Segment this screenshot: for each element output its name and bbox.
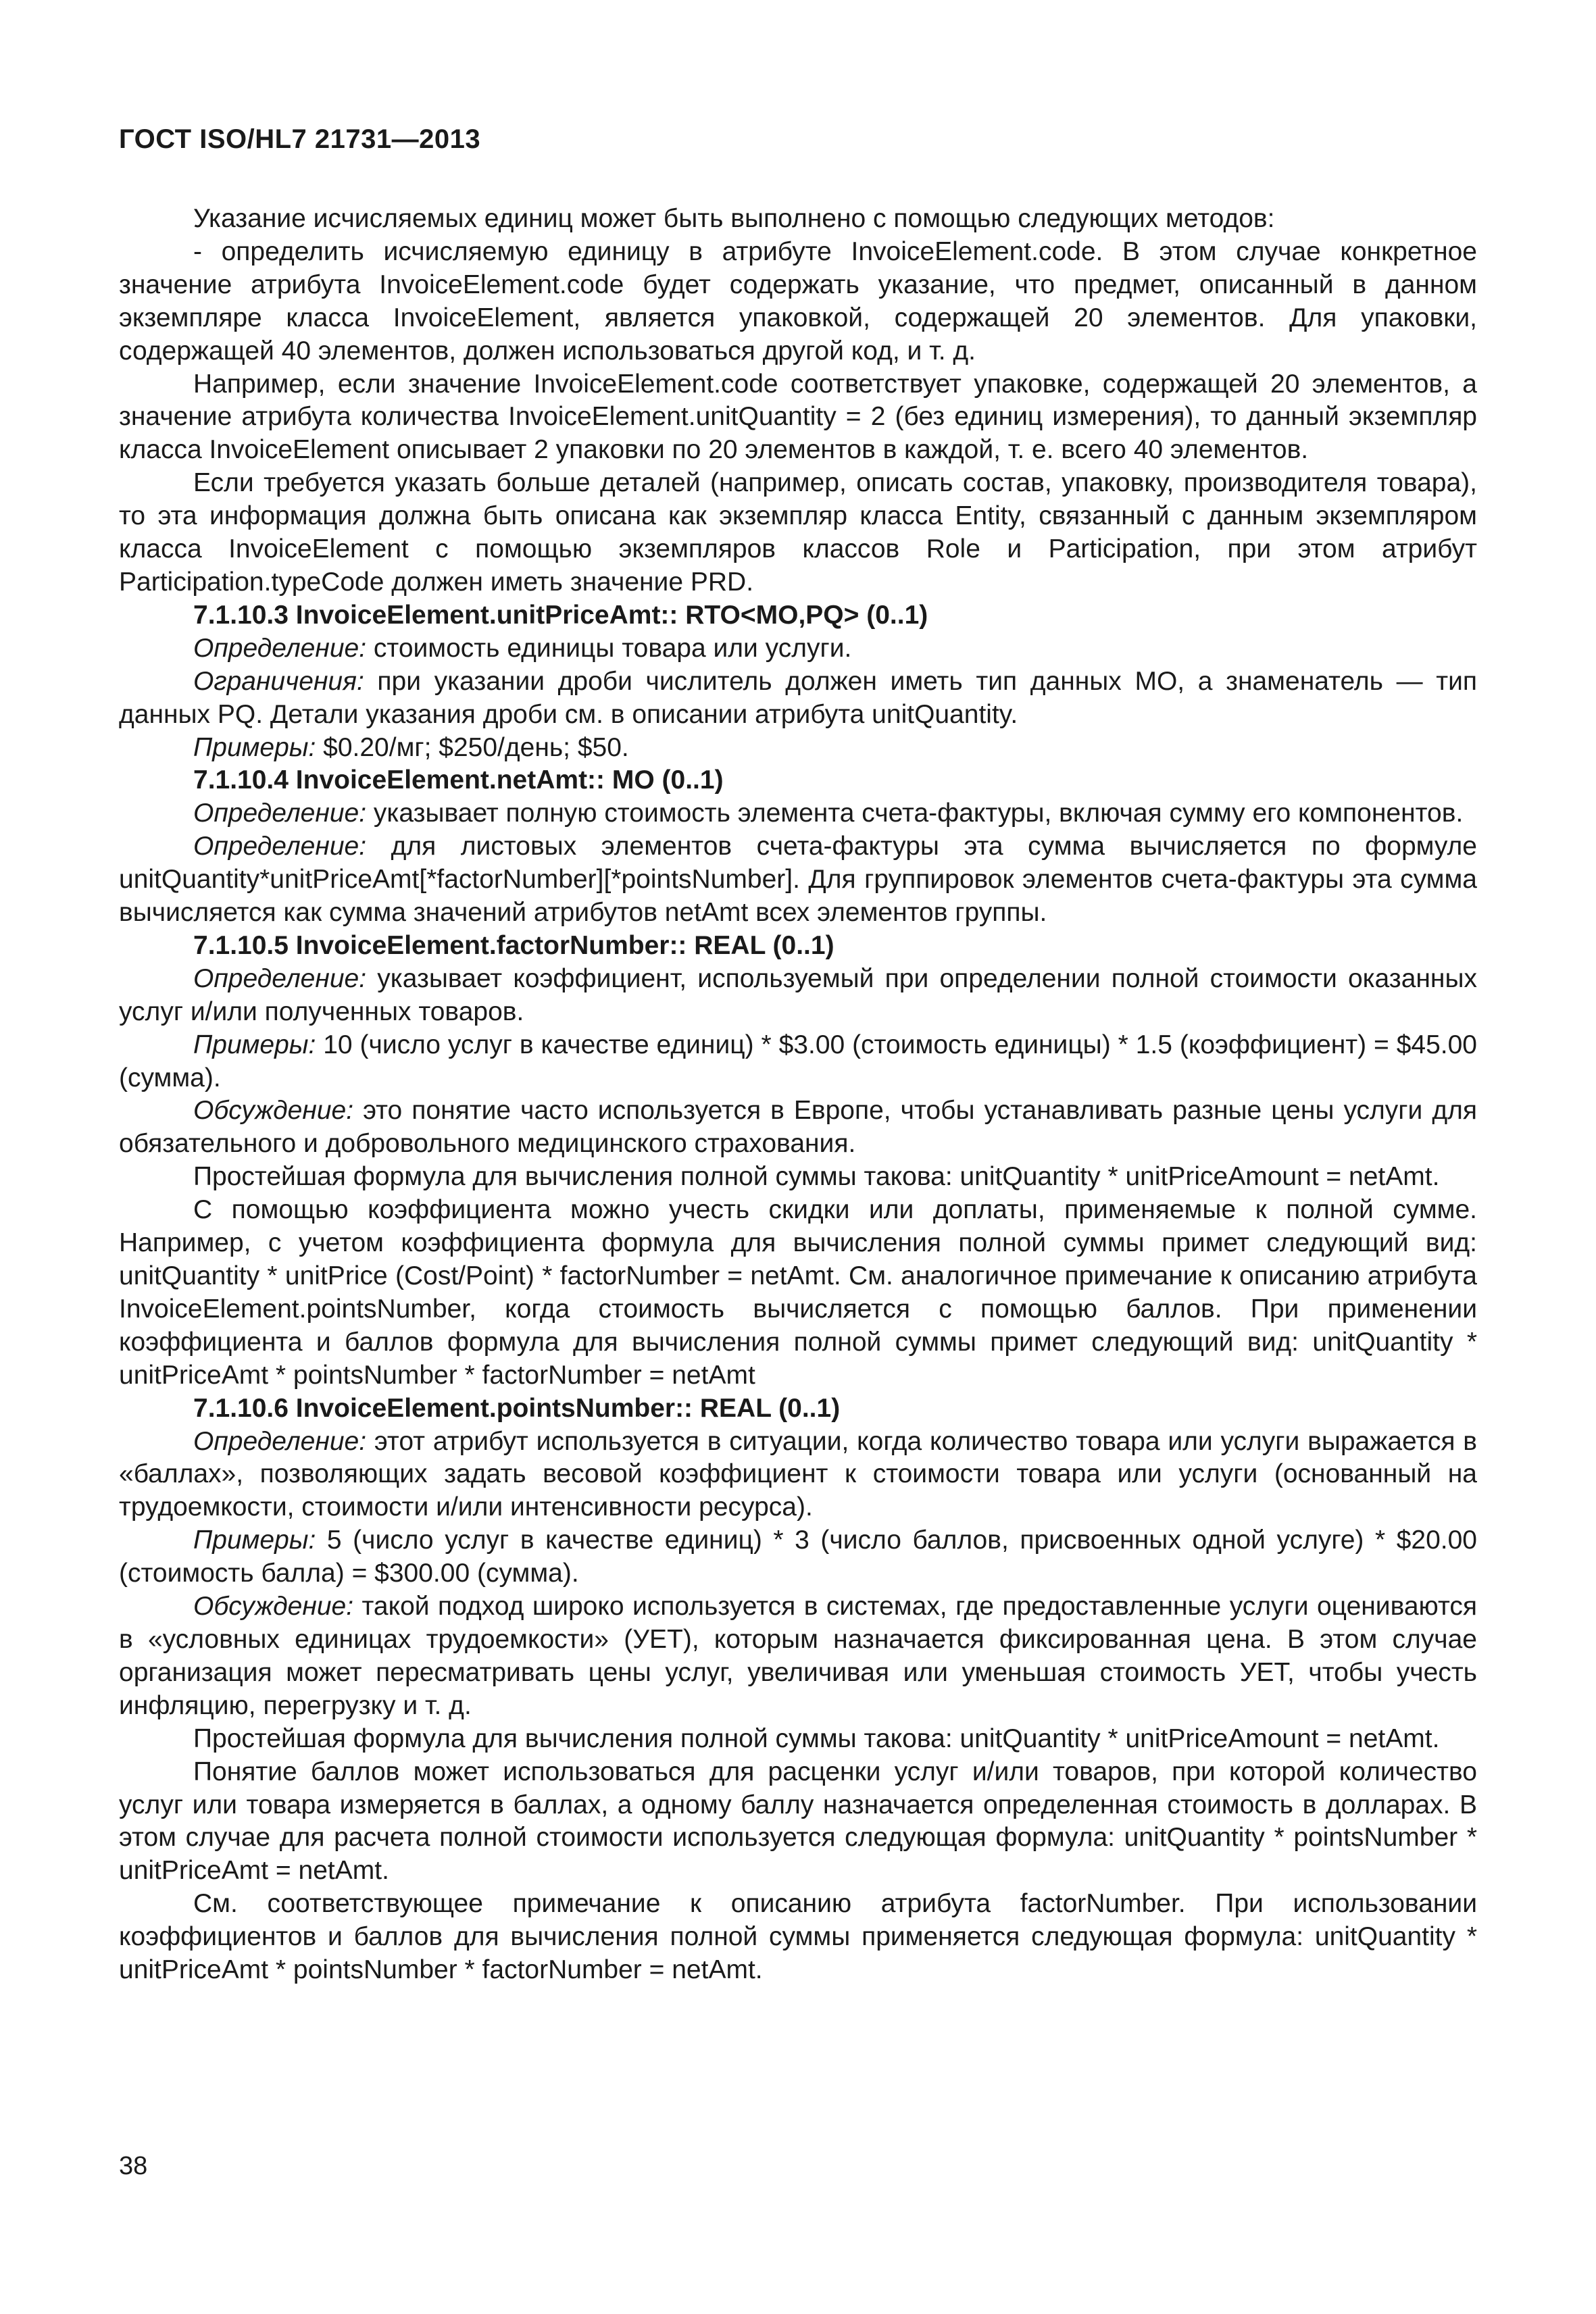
- paragraph-text: $0.20/мг; $250/день; $50.: [316, 732, 629, 762]
- paragraph-text: стоимость единицы товара или услуги.: [366, 633, 852, 663]
- paragraph-text: Понятие баллов может использоваться для расценки услуг и/или товаров, при которой количество услуг или товара измеряется в баллах, а одному баллу назначается определенная стоимость в долларах. В этом случае для расчета полной стоимости используется следующая формула: unitQuantity * pointsNumber * unitPriceAmt = netAmt.: [119, 1757, 1477, 1886]
- section-heading: 7.1.10.3 InvoiceElement.unitPriceAmt:: RTO<MO,PQ> (0..1): [193, 600, 928, 630]
- body-paragraph: [119, 1029, 1477, 1095]
- paragraph-text: указывает коэффициент, используемый при определении полной стоимости оказанных услуг и/или полученных товаров.: [119, 963, 1477, 1026]
- body-paragraph: [119, 1426, 1477, 1525]
- paragraph-text: Простейшая формула для вычисления полной суммы такова: unitQuantity * unitPriceAmount = netAmt.: [193, 1724, 1440, 1753]
- body-paragraph: [119, 632, 1477, 665]
- body-paragraph: [119, 1161, 1477, 1194]
- paragraph-text: См. соответствующее примечание к описанию атрибута factorNumber. При использовании коэффициентов и баллов для вычисления полной суммы применяется следующая формула: unitQuantity * unitPriceAmt * pointsNumber * factorNumber = netAmt.: [119, 1889, 1477, 1985]
- paragraph-label: Определение:: [193, 1426, 367, 1456]
- paragraph-label: Примеры:: [193, 1526, 316, 1555]
- paragraph-text: Простейшая формула для вычисления полной суммы такова: unitQuantity * unitPriceAmount = netAmt.: [193, 1162, 1440, 1192]
- body-paragraph: [119, 203, 1477, 236]
- body-paragraph: [119, 732, 1477, 765]
- body-paragraph: [119, 1756, 1477, 1888]
- paragraph-label: Определение:: [193, 799, 367, 828]
- body-paragraph: [119, 1888, 1477, 1987]
- paragraph-label: Обсуждение:: [193, 1592, 354, 1621]
- page-number: 38: [119, 2152, 148, 2180]
- paragraph-text: Указание исчисляемых единиц может быть выполнено с помощью следующих методов:: [193, 204, 1275, 233]
- body-paragraph: [119, 236, 1477, 368]
- document-header: ГОСТ ISO/HL7 21731—2013: [119, 124, 481, 154]
- paragraph-label: Примеры:: [193, 732, 316, 762]
- section-heading: 7.1.10.4 InvoiceElement.netAmt:: MO (0..1): [193, 765, 724, 795]
- paragraph-label: Ограничения:: [193, 666, 364, 696]
- paragraph-text: указывает полную стоимость элемента счета-фактуры, включая сумму его компонентов.: [366, 799, 1464, 828]
- paragraph-text: С помощью коэффициента можно учесть скидки или доплаты, применяемые к полной сумме. Например, с учетом коэффициента формула для вычисления полной суммы примет следующий вид: unitQuantity * unitPrice (Cost/Point) * factorNumber = netAmt. См. аналогичное примечание к описанию атрибута InvoiceElement.pointsNumber, когда стоимость вычисляется с помощью баллов. При применении коэффициента и баллов формула для вычисления полной суммы примет следующий вид: unitQuantity * unitPriceAmt * pointsNumber * factorNumber = netAmt: [119, 1195, 1477, 1390]
- paragraph-label: Определение:: [193, 633, 367, 663]
- body-paragraph: [119, 1590, 1477, 1723]
- paragraph-label: Определение:: [193, 832, 367, 861]
- paragraph-text: Например, если значение InvoiceElement.code соответствует упаковке, содержащей 20 элементов, а значение атрибута количества InvoiceElement.unitQuantity = 2 (без единиц измерения), то данный экземпляр класса InvoiceElement описывает 2 упаковки по 20 элементов в каждой, т. е. всего 40 элементов.: [119, 369, 1477, 465]
- body-paragraph: [119, 368, 1477, 468]
- paragraph-label: Определение:: [193, 963, 367, 993]
- body-paragraph: [119, 963, 1477, 1029]
- paragraph-text: этот атрибут используется в ситуации, когда количество товара или услуги выражается в «баллах», позволяющих задать весовой коэффициент к стоимости товара или услуги (основанный на трудоемкости, стоимости и/или интенсивности ресурса).: [119, 1426, 1477, 1522]
- body-paragraph: [119, 1194, 1477, 1392]
- body-paragraph: [119, 1095, 1477, 1161]
- body-paragraph: [119, 467, 1477, 599]
- document-body: [119, 203, 1477, 1987]
- paragraph-text: - определить исчисляемую единицу в атрибуте InvoiceElement.code. В этом случае конкретное значение атрибута InvoiceElement.code будет содержать указание, что предмет, описанный в данном экземпляре класса InvoiceElement, является упаковкой, содержащей 20 элементов. Для упаковки, содержащей 40 элементов, должен использоваться другой код, и т. д.: [119, 236, 1477, 366]
- paragraph-text: для листовых элементов счета-фактуры эта сумма вычисляется по формуле unitQuantity*unitPriceAmt[*factorNumber][*pointsNumber]. Для группировок элементов счета-фактуры эта сумма вычисляется как сумма значений атрибутов netAmt всех элементов группы.: [119, 832, 1477, 928]
- paragraph-label: Примеры:: [193, 1030, 316, 1059]
- body-paragraph: [119, 1524, 1477, 1590]
- paragraph-text: при указании дроби числитель должен иметь тип данных MO, а знаменатель — тип данных PQ. Детали указания дроби см. в описании атрибута unitQuantity.: [119, 666, 1477, 729]
- paragraph-text: 5 (число услуг в качестве единиц) * 3 (число баллов, присвоенных одной услуге) * $20.00 (стоимость балла) = $300.00 (сумма).: [119, 1526, 1477, 1588]
- section-heading: 7.1.10.5 InvoiceElement.factorNumber:: REAL (0..1): [193, 930, 834, 960]
- paragraph-text: такой подход широко используется в системах, где предоставленные услуги оцениваются в «условных единицах трудоемкости» (УЕТ), которым назначается фиксированная цена. В этом случае организация может пересматривать цены услуг, увеличивая или уменьшая стоимость УЕТ, чтобы учесть инфляцию, перегрузку и т. д.: [119, 1592, 1477, 1720]
- paragraph-text: это понятие часто используется в Европе, чтобы устанавливать разные цены услуги для обязательного и добровольного медицинского страхования.: [119, 1096, 1477, 1159]
- body-paragraph: [119, 797, 1477, 830]
- paragraph-label: Обсуждение:: [193, 1096, 354, 1126]
- section-heading: 7.1.10.6 InvoiceElement.pointsNumber:: REAL (0..1): [193, 1393, 841, 1423]
- paragraph-text: Если требуется указать больше деталей (например, описать состав, упаковку, производителя товара), то эта информация должна быть описана как экземпляр класса Entity, связанный с данным экземпляром класса InvoiceElement с помощью экземпляров классов Role и Participation, при этом атрибут Participation.typeCode должен иметь значение PRD.: [119, 468, 1477, 597]
- body-paragraph: [119, 665, 1477, 732]
- paragraph-text: 10 (число услуг в качестве единиц) * $3.00 (стоимость единицы) * 1.5 (коэффициент) = $45.00 (сумма).: [119, 1030, 1477, 1092]
- body-paragraph: [119, 830, 1477, 930]
- body-paragraph: [119, 1723, 1477, 1756]
